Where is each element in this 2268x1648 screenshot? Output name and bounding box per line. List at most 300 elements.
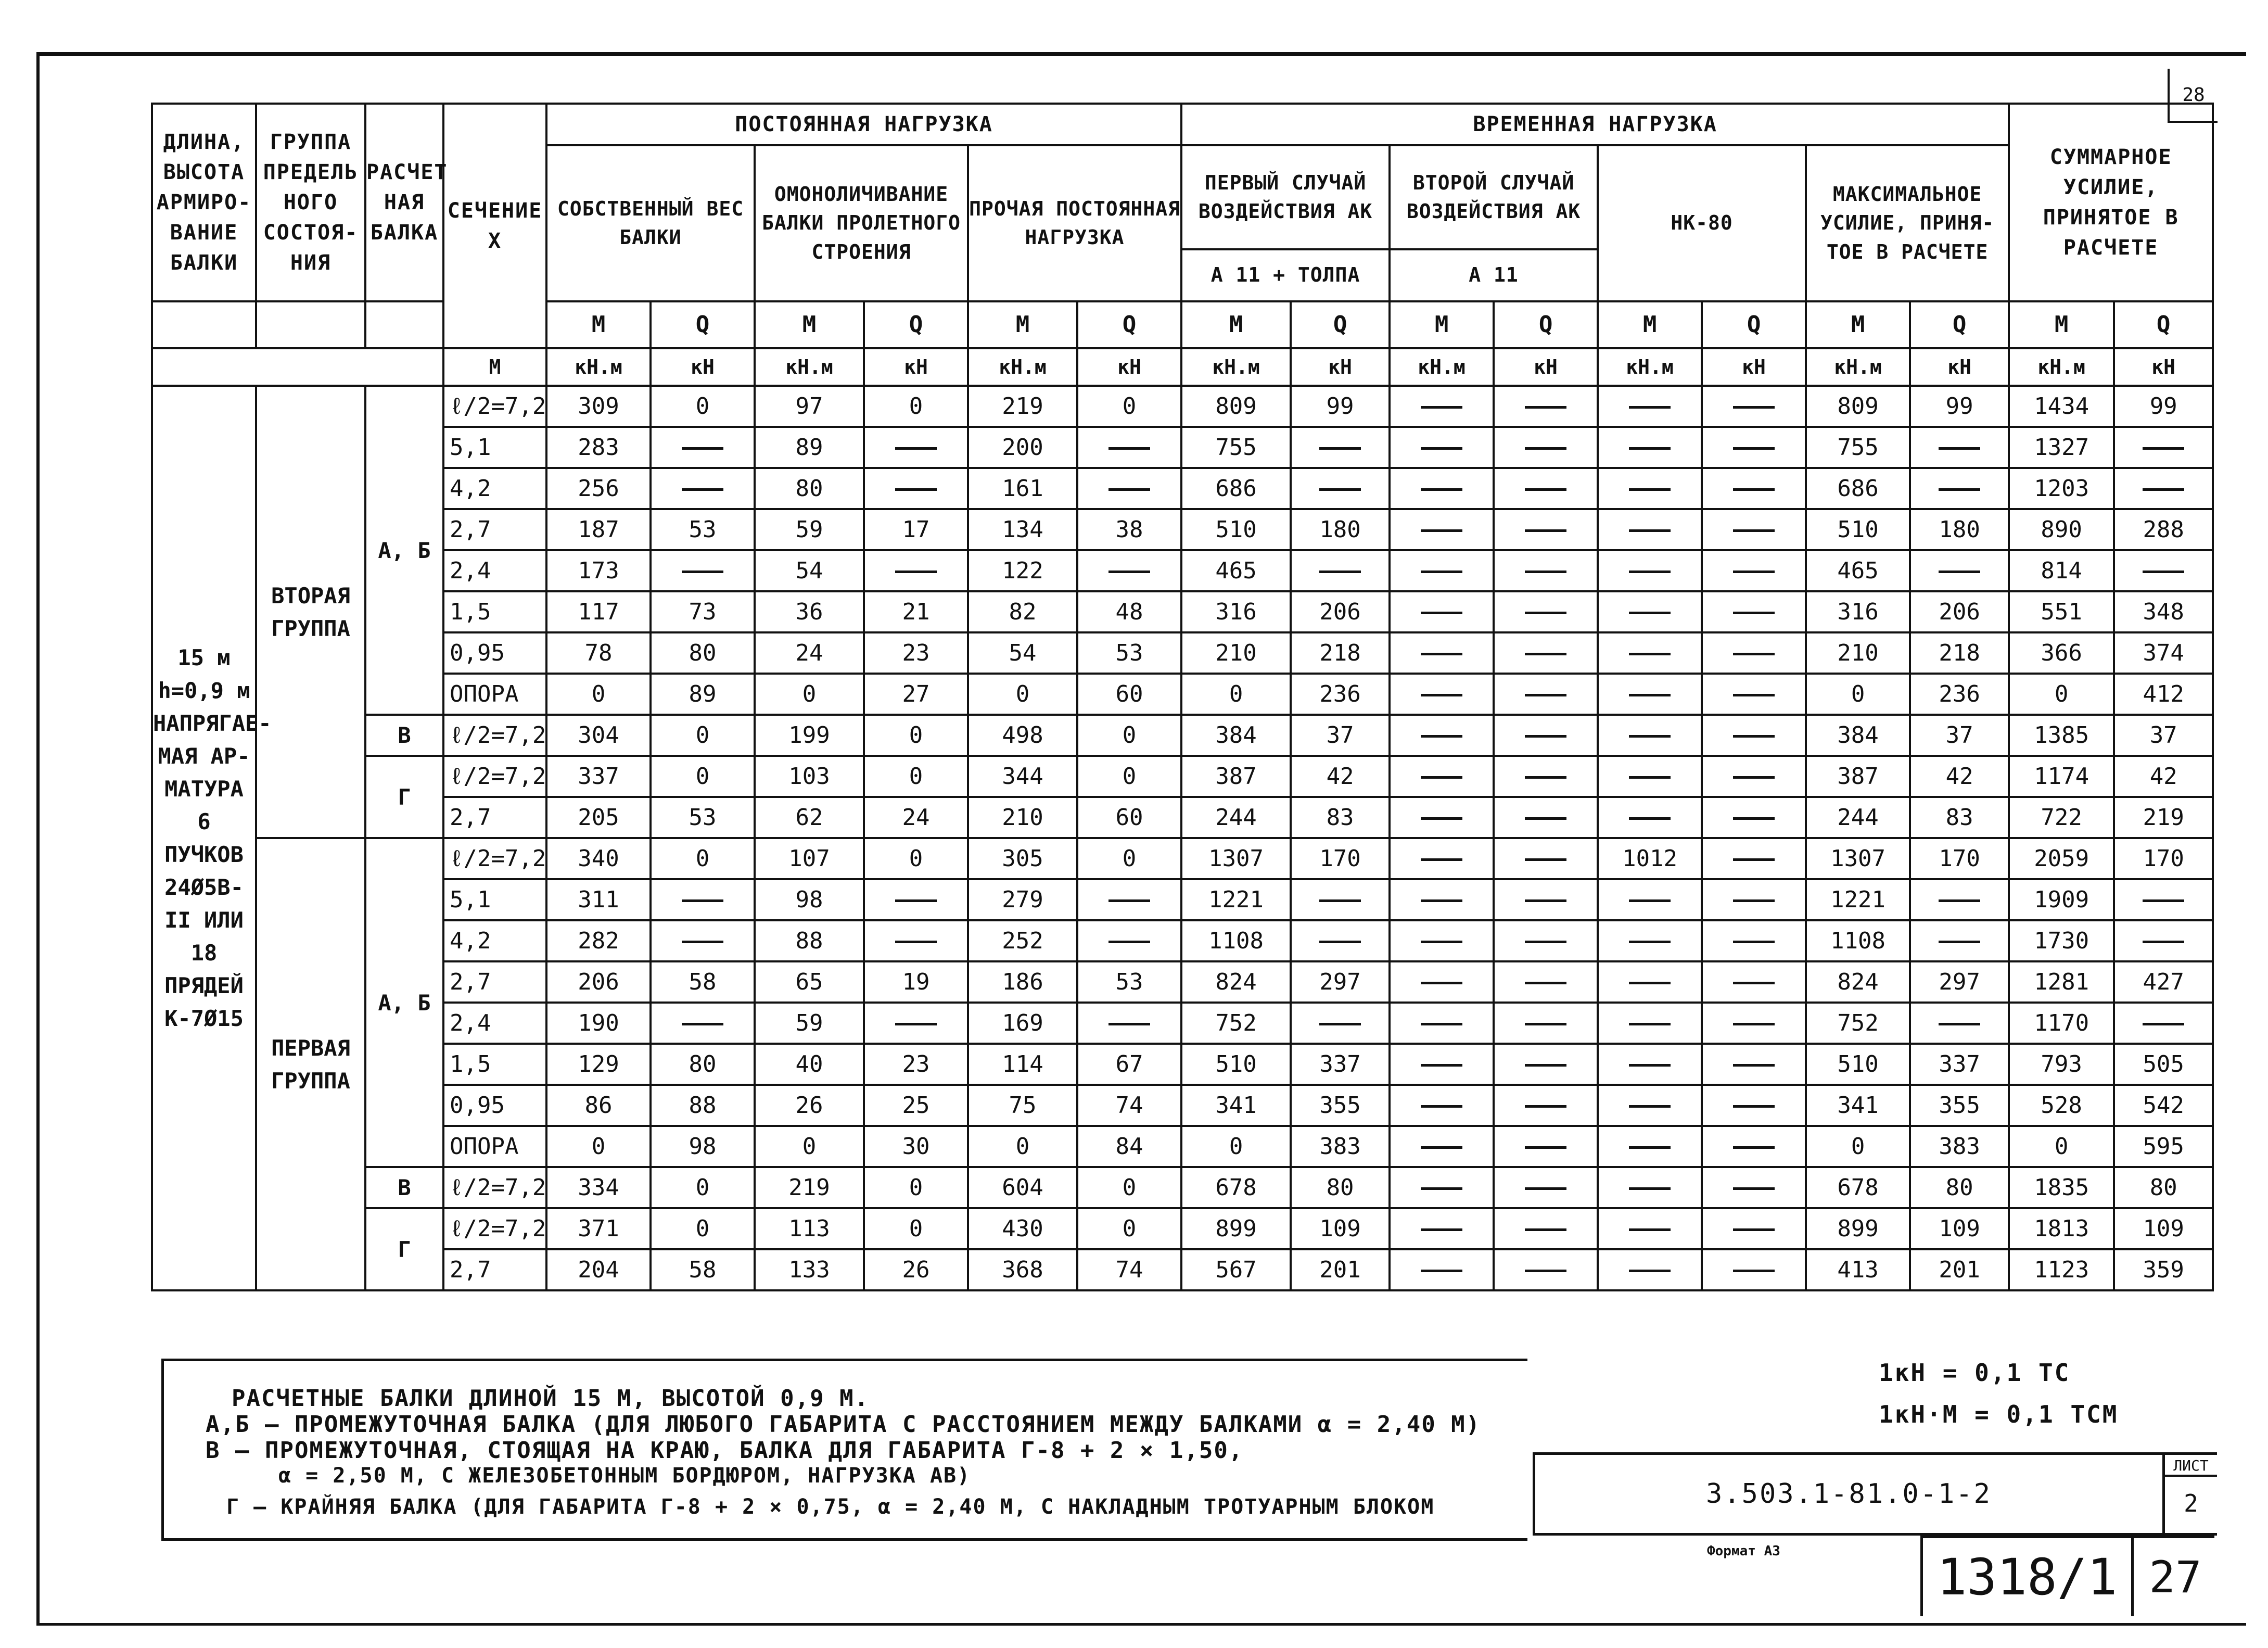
empty-value-cell [1390, 632, 1494, 674]
empty-value-cell [1390, 1249, 1494, 1290]
dash-mark [1421, 1105, 1462, 1108]
section-cell: 2,7 [443, 509, 546, 550]
value-cell: 80 [1910, 1167, 2009, 1208]
value-cell: 755 [1181, 427, 1291, 468]
empty-value-cell [2114, 920, 2213, 961]
dash-mark [1629, 1228, 1671, 1231]
empty-value-cell [1494, 1044, 1598, 1085]
value-cell: 355 [1291, 1085, 1390, 1126]
table-row [152, 920, 2213, 961]
value-cell: 201 [1291, 1249, 1390, 1290]
table-row [152, 838, 2213, 879]
inventory-box [1920, 1536, 2214, 1616]
header-own-weight: СОБСТВЕННЫЙ ВЕС БАЛКИ [546, 145, 755, 301]
header-m: М [2009, 301, 2114, 348]
value-cell: 0 [864, 1167, 968, 1208]
value-cell: 30 [864, 1126, 968, 1167]
empty-value-cell [651, 879, 755, 920]
group-second: ВТОРАЯ ГРУППА [256, 386, 365, 838]
value-cell: 218 [1910, 632, 2009, 674]
value-cell: 1221 [1806, 879, 1910, 920]
dash-mark [1629, 1270, 1671, 1272]
table-row [152, 509, 2213, 550]
value-cell: 210 [1181, 632, 1291, 674]
header-spacer-1 [152, 301, 256, 348]
empty-value-cell [1702, 427, 1806, 468]
value-cell: 316 [1181, 591, 1291, 632]
value-cell: 75 [968, 1085, 1077, 1126]
header-q: Q [1494, 301, 1598, 348]
empty-value-cell [1494, 427, 1598, 468]
value-cell: 201 [1910, 1249, 2009, 1290]
value-cell: 180 [1910, 509, 2009, 550]
value-cell: 0 [546, 1126, 651, 1167]
value-cell: 384 [1806, 715, 1910, 756]
value-cell: 219 [2114, 797, 2213, 838]
dash-mark [2143, 1023, 2184, 1025]
value-cell: 86 [546, 1085, 651, 1126]
empty-value-cell [1390, 468, 1494, 509]
value-cell: 567 [1181, 1249, 1291, 1290]
dash-mark [1108, 488, 1150, 491]
value-cell: 17 [864, 509, 968, 550]
value-cell: 54 [755, 550, 864, 591]
value-cell: 282 [546, 920, 651, 961]
value-cell: 465 [1181, 550, 1291, 591]
value-cell: 210 [968, 797, 1077, 838]
value-cell: 42 [1910, 756, 2009, 797]
empty-value-cell [1291, 550, 1390, 591]
dash-mark [1525, 1270, 1566, 1272]
empty-value-cell [1390, 1003, 1494, 1044]
unit-knm: кН.м [1181, 348, 1291, 386]
value-cell: 53 [1077, 961, 1181, 1003]
empty-value-cell [2114, 1003, 2213, 1044]
value-cell: 1170 [2009, 1003, 2114, 1044]
value-cell: 109 [1910, 1208, 2009, 1249]
dash-mark [1629, 899, 1671, 902]
dash-mark [2143, 571, 2184, 573]
dash-mark [1629, 1187, 1671, 1190]
value-cell: 0 [1077, 756, 1181, 797]
value-cell: 53 [1077, 632, 1181, 674]
dash-mark [1733, 817, 1775, 820]
dash-mark [1733, 941, 1775, 943]
empty-value-cell [1390, 386, 1494, 427]
dash-mark [1421, 858, 1462, 861]
value-cell: 60 [1077, 674, 1181, 715]
header-spacer-2 [256, 301, 365, 348]
header-temporary-load: ВРЕМЕННАЯ НАГРУЗКА [1181, 104, 2009, 145]
value-cell: 505 [2114, 1044, 2213, 1085]
value-cell: 899 [1181, 1208, 1291, 1249]
dash-mark [1525, 1228, 1566, 1231]
value-cell: 67 [1077, 1044, 1181, 1085]
value-cell: 134 [968, 509, 1077, 550]
table-row [152, 1249, 2213, 1290]
empty-value-cell [2114, 427, 2213, 468]
beam-v-group2: В [365, 715, 443, 756]
value-cell: 288 [2114, 509, 2213, 550]
unit-knm: кН.м [1390, 348, 1494, 386]
value-cell: 0 [864, 756, 968, 797]
value-cell: 114 [968, 1044, 1077, 1085]
value-cell: 169 [968, 1003, 1077, 1044]
dash-mark [1421, 488, 1462, 491]
empty-value-cell [1598, 1085, 1702, 1126]
empty-value-cell [1494, 550, 1598, 591]
value-cell: 344 [968, 756, 1077, 797]
unit-knm: кН.м [1598, 348, 1702, 386]
dash-mark [1629, 612, 1671, 614]
value-cell: 27 [864, 674, 968, 715]
dash-mark [1421, 571, 1462, 573]
value-cell: 0 [755, 1126, 864, 1167]
dash-mark [1525, 1187, 1566, 1190]
empty-value-cell [1702, 879, 1806, 920]
value-cell: 528 [2009, 1085, 2114, 1126]
empty-value-cell [1598, 756, 1702, 797]
empty-value-cell [1598, 1167, 1702, 1208]
table-row [152, 1044, 2213, 1085]
header-q: Q [1077, 301, 1181, 348]
empty-value-cell [1077, 427, 1181, 468]
empty-value-cell [1390, 838, 1494, 879]
value-cell: 0 [864, 715, 968, 756]
dash-mark [1525, 899, 1566, 902]
empty-value-cell [1702, 756, 1806, 797]
section-cell: 2,7 [443, 797, 546, 838]
empty-value-cell [2114, 550, 2213, 591]
value-cell: 337 [1910, 1044, 2009, 1085]
value-cell: 0 [864, 1208, 968, 1249]
value-cell: 59 [755, 509, 864, 550]
empty-value-cell [651, 427, 755, 468]
dash-mark [682, 571, 723, 573]
value-cell: 190 [546, 1003, 651, 1044]
value-cell: 1108 [1806, 920, 1910, 961]
value-cell: 83 [1910, 797, 2009, 838]
dash-mark [1319, 488, 1361, 491]
value-cell: 200 [968, 427, 1077, 468]
dash-mark [1733, 488, 1775, 491]
value-cell: 206 [546, 961, 651, 1003]
value-cell: 722 [2009, 797, 2114, 838]
dash-mark [1525, 1023, 1566, 1025]
empty-value-cell [1390, 509, 1494, 550]
value-cell: 368 [968, 1249, 1077, 1290]
value-cell: 0 [651, 756, 755, 797]
sheet-label: ЛИСТ [2165, 1457, 2217, 1477]
dash-mark [2143, 447, 2184, 450]
value-cell: 809 [1181, 386, 1291, 427]
value-cell: 186 [968, 961, 1077, 1003]
header-q: Q [1291, 301, 1390, 348]
header-length: ДЛИНА, ВЫСОТА АРМИРО- ВАНИЕ БАЛКИ [152, 104, 256, 301]
value-cell: 103 [755, 756, 864, 797]
value-cell: 510 [1181, 509, 1291, 550]
dash-mark [1629, 817, 1671, 820]
value-cell: 53 [651, 797, 755, 838]
value-cell: 316 [1806, 591, 1910, 632]
sheet-number: 2 [2184, 1489, 2198, 1517]
section-cell: 4,2 [443, 920, 546, 961]
header-m: М [1390, 301, 1494, 348]
empty-value-cell [651, 920, 755, 961]
value-cell: 1307 [1806, 838, 1910, 879]
dash-mark [1733, 1228, 1775, 1231]
value-cell: 42 [2114, 756, 2213, 797]
dash-mark [1733, 1270, 1775, 1272]
unit-kn: кН [1494, 348, 1598, 386]
value-cell: 0 [1077, 715, 1181, 756]
value-cell: 205 [546, 797, 651, 838]
empty-value-cell [1702, 632, 1806, 674]
table-row [152, 674, 2213, 715]
dash-mark [1421, 735, 1462, 738]
header-monolith: ОМОНОЛИЧИВАНИЕ БАЛКИ ПРОЛЕТНОГО СТРОЕНИЯ [755, 145, 968, 301]
empty-value-cell [1598, 591, 1702, 632]
header-m: М [546, 301, 651, 348]
empty-value-cell [1390, 1085, 1494, 1126]
value-cell: 42 [1291, 756, 1390, 797]
value-cell: 36 [755, 591, 864, 632]
empty-value-cell [1702, 1208, 1806, 1249]
value-cell: 0 [1077, 386, 1181, 427]
dash-mark [1421, 776, 1462, 779]
value-cell: 117 [546, 591, 651, 632]
dash-mark [1525, 488, 1566, 491]
value-cell: 1108 [1181, 920, 1291, 961]
value-cell: 465 [1806, 550, 1910, 591]
value-cell: 604 [968, 1167, 1077, 1208]
empty-value-cell [1494, 961, 1598, 1003]
header-q: Q [2114, 301, 2213, 348]
dash-mark [682, 899, 723, 902]
dash-mark [1733, 1146, 1775, 1149]
value-cell: 244 [1806, 797, 1910, 838]
empty-value-cell [1390, 715, 1494, 756]
value-cell: 0 [864, 386, 968, 427]
unit-kn: кН [864, 348, 968, 386]
header-m: М [1181, 301, 1291, 348]
value-cell: 283 [546, 427, 651, 468]
empty-value-cell [1494, 797, 1598, 838]
dash-mark [1525, 941, 1566, 943]
value-cell: 341 [1181, 1085, 1291, 1126]
value-cell: 305 [968, 838, 1077, 879]
value-cell: 793 [2009, 1044, 2114, 1085]
section-cell: ℓ/2=7,2 [443, 1167, 546, 1208]
value-cell: 74 [1077, 1085, 1181, 1126]
empty-value-cell [1390, 920, 1494, 961]
dash-mark [1629, 1023, 1671, 1025]
dash-mark [1629, 653, 1671, 655]
empty-value-cell [1077, 920, 1181, 961]
beam-g-group1: Г [365, 1208, 443, 1290]
dash-mark [1319, 899, 1361, 902]
unit-conversion-2: 1кН·М = 0,1 ТСМ [1879, 1400, 2119, 1428]
dash-mark [1525, 1146, 1566, 1149]
value-cell: 0 [968, 674, 1077, 715]
value-cell: 37 [1910, 715, 2009, 756]
empty-value-cell [1494, 1208, 1598, 1249]
value-cell: 510 [1806, 509, 1910, 550]
empty-value-cell [1702, 1085, 1806, 1126]
dash-mark [1733, 1023, 1775, 1025]
value-cell: 0 [651, 715, 755, 756]
beam-description: 15 м h=0,9 м НАПРЯГАЕ- МАЯ АР- МАТУРА 6 ПУЧКОВ 24Ø5В-II ИЛИ 18 ПРЯДЕЙ К-7Ø15 [152, 386, 256, 1290]
value-cell: 824 [1181, 961, 1291, 1003]
value-cell: 204 [546, 1249, 651, 1290]
value-cell: 40 [755, 1044, 864, 1085]
value-cell: 107 [755, 838, 864, 879]
empty-value-cell [1702, 920, 1806, 961]
empty-value-cell [1702, 550, 1806, 591]
value-cell: 297 [1910, 961, 2009, 1003]
unit-kn: кН [2114, 348, 2213, 386]
header-section: СЕЧЕНИЕ X [443, 104, 546, 348]
value-cell: 0 [1181, 1126, 1291, 1167]
value-cell: 99 [1291, 386, 1390, 427]
value-cell: 0 [755, 674, 864, 715]
dash-mark [1421, 817, 1462, 820]
value-cell: 359 [2114, 1249, 2213, 1290]
empty-value-cell [1598, 632, 1702, 674]
note-line-2: А,Б – ПРОМЕЖУТОЧНАЯ БАЛКА (ДЛЯ ЛЮБОГО ГАБАРИТА С РАССТОЯНИЕМ МЕЖДУ БАЛКАМИ α = 2,40 М) [206, 1411, 1481, 1438]
value-cell: 413 [1806, 1249, 1910, 1290]
empty-value-cell [1910, 427, 2009, 468]
empty-value-cell [1390, 1167, 1494, 1208]
beam-ab-group1: А, Б [365, 838, 443, 1167]
section-cell: 4,2 [443, 468, 546, 509]
value-cell: 80 [651, 1044, 755, 1085]
value-cell: 129 [546, 1044, 651, 1085]
dash-mark [1421, 694, 1462, 696]
unit-knm: кН.м [1806, 348, 1910, 386]
header-permanent-load: ПОСТОЯННАЯ НАГРУЗКА [546, 104, 1181, 145]
empty-value-cell [1598, 1126, 1702, 1167]
value-cell: 1221 [1181, 879, 1291, 920]
unit-kn: кН [1077, 348, 1181, 386]
value-cell: 109 [2114, 1208, 2213, 1249]
empty-value-cell [1702, 961, 1806, 1003]
empty-value-cell [1494, 509, 1598, 550]
sheet-cell [2162, 1455, 2217, 1533]
table-row [152, 756, 2213, 797]
empty-value-cell [1494, 1003, 1598, 1044]
value-cell: 236 [1910, 674, 2009, 715]
dash-mark [1733, 571, 1775, 573]
dash-mark [1421, 1228, 1462, 1231]
unit-kn: кН [1910, 348, 2009, 386]
header-q: Q [1702, 301, 1806, 348]
value-cell: 311 [546, 879, 651, 920]
value-cell: 206 [1910, 591, 2009, 632]
value-cell: 0 [1806, 674, 1910, 715]
empty-value-cell [1598, 797, 1702, 838]
empty-value-cell [864, 427, 968, 468]
value-cell: 297 [1291, 961, 1390, 1003]
value-cell: 387 [1806, 756, 1910, 797]
dash-mark [1108, 941, 1150, 943]
value-cell: 98 [651, 1126, 755, 1167]
dash-mark [1421, 982, 1462, 984]
empty-value-cell [1702, 838, 1806, 879]
value-cell: 82 [968, 591, 1077, 632]
empty-value-cell [651, 468, 755, 509]
value-cell: 24 [755, 632, 864, 674]
dash-mark [1525, 612, 1566, 614]
empty-value-cell [1494, 1126, 1598, 1167]
table-row [152, 386, 2213, 427]
empty-value-cell [1702, 1126, 1806, 1167]
table-row [152, 1003, 2213, 1044]
table-row [152, 1208, 2213, 1249]
dash-mark [1939, 1023, 1980, 1025]
value-cell: 25 [864, 1085, 968, 1126]
value-cell: 58 [651, 961, 755, 1003]
dash-mark [2143, 941, 2184, 943]
value-cell: 210 [1806, 632, 1910, 674]
dash-mark [1525, 1064, 1566, 1067]
dash-mark [1421, 1023, 1462, 1025]
value-cell: 24 [864, 797, 968, 838]
value-cell: 348 [2114, 591, 2213, 632]
header-section-unit: М [443, 348, 546, 386]
header-design-beam: РАСЧЕТ НАЯ БАЛКА [365, 104, 443, 301]
beam-v-group1: В [365, 1167, 443, 1208]
empty-value-cell [1702, 797, 1806, 838]
header-second-case: ВТОРОЙ СЛУЧАЙ ВОЗДЕЙСТВИЯ АК [1390, 145, 1598, 249]
unit-kn: кН [1291, 348, 1390, 386]
table-row [152, 550, 2213, 591]
value-cell: 58 [651, 1249, 755, 1290]
table-row [152, 1126, 2213, 1167]
empty-value-cell [1702, 1003, 1806, 1044]
section-cell: 1,5 [443, 591, 546, 632]
empty-value-cell [1598, 1249, 1702, 1290]
value-cell: 173 [546, 550, 651, 591]
dash-mark [1629, 406, 1671, 409]
dash-mark [1733, 1105, 1775, 1108]
dash-mark [1629, 982, 1671, 984]
dash-mark [1733, 529, 1775, 532]
value-cell: 383 [1910, 1126, 2009, 1167]
value-cell: 206 [1291, 591, 1390, 632]
empty-value-cell [1702, 715, 1806, 756]
value-cell: 109 [1291, 1208, 1390, 1249]
dash-mark [682, 447, 723, 450]
value-cell: 48 [1077, 591, 1181, 632]
value-cell: 170 [2114, 838, 2213, 879]
value-cell: 256 [546, 468, 651, 509]
section-cell: 2,7 [443, 1249, 546, 1290]
value-cell: 2059 [2009, 838, 2114, 879]
value-cell: 60 [1077, 797, 1181, 838]
value-cell: 304 [546, 715, 651, 756]
value-cell: 686 [1181, 468, 1291, 509]
dash-mark [1525, 817, 1566, 820]
value-cell: 38 [1077, 509, 1181, 550]
dash-mark [1108, 571, 1150, 573]
dash-mark [1733, 858, 1775, 861]
value-cell: 542 [2114, 1085, 2213, 1126]
empty-value-cell [1910, 1003, 2009, 1044]
value-cell: 551 [2009, 591, 2114, 632]
dash-mark [1939, 488, 1980, 491]
value-cell: 0 [1077, 838, 1181, 879]
